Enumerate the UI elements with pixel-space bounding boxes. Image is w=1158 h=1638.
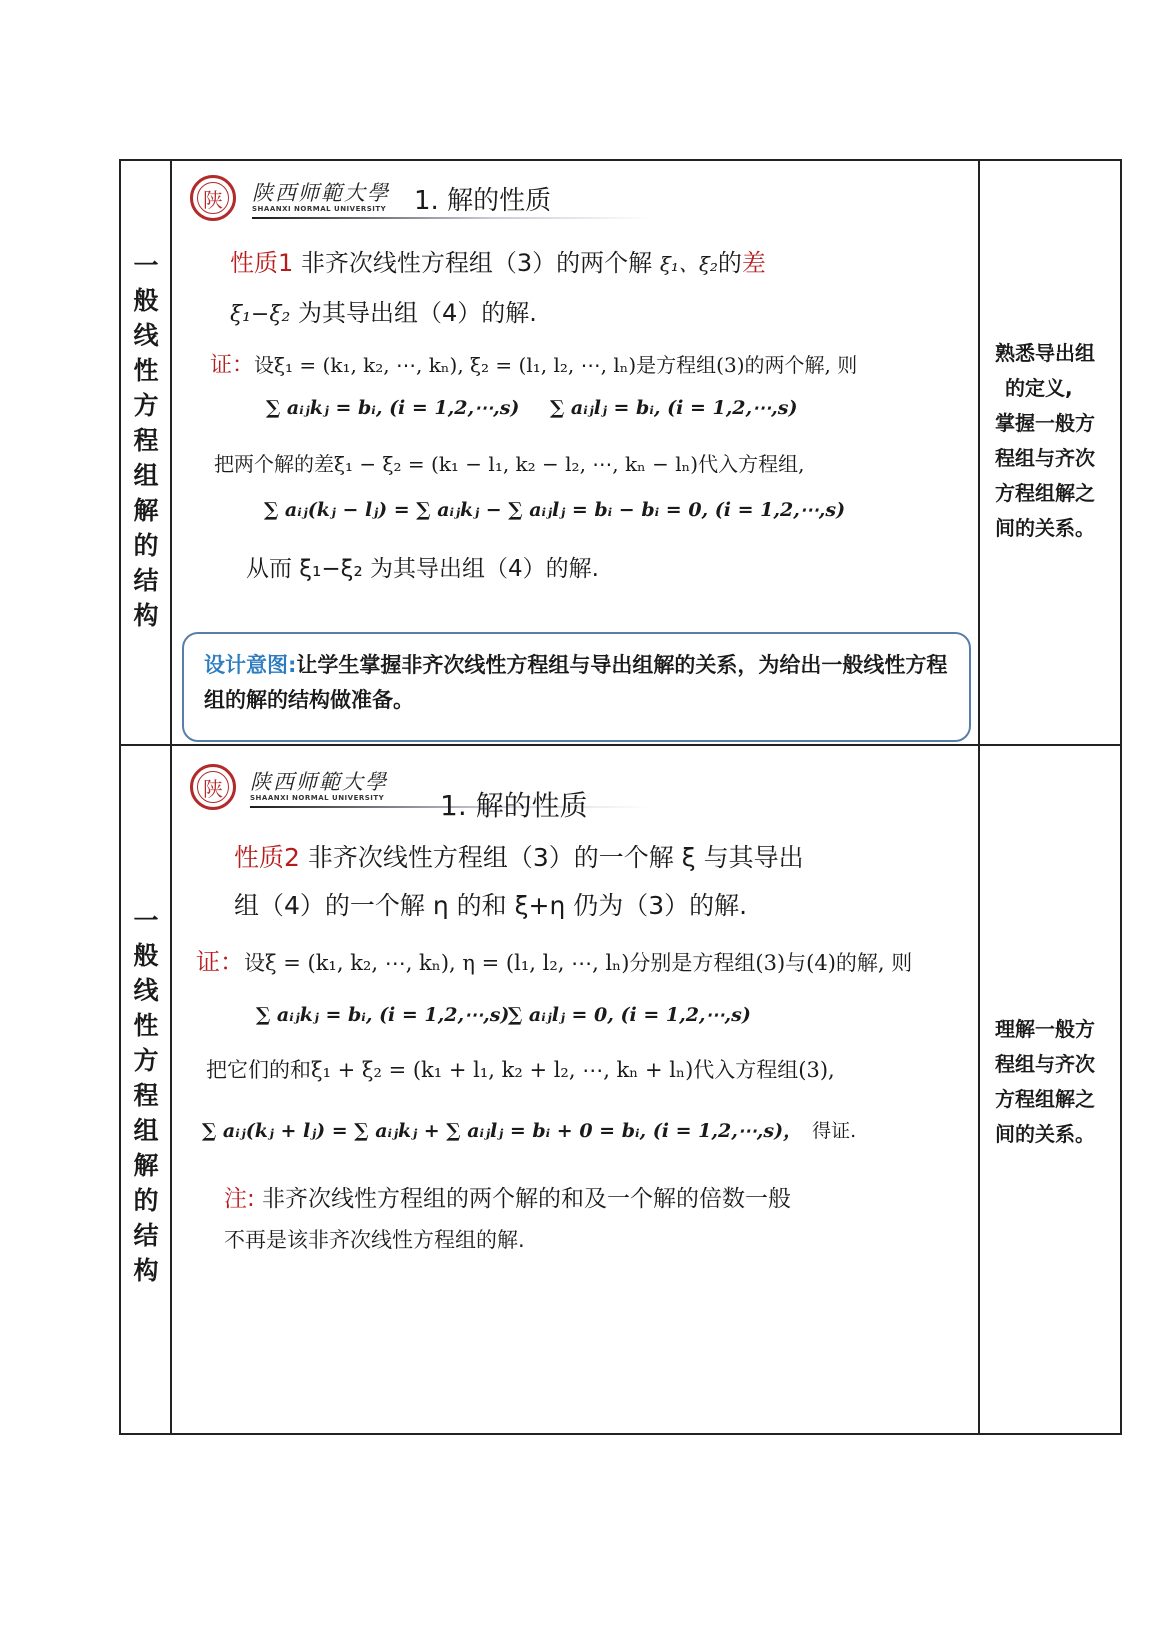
- property-text: 为其导出组（4）的解.: [290, 299, 537, 327]
- equation-1b: [550, 397, 797, 419]
- side-char: 组: [133, 460, 159, 490]
- note-line: 熟悉导出组: [995, 341, 1095, 365]
- university-name-en: SHAANXI NORMAL UNIVERSITY: [252, 205, 387, 213]
- side-char: 线: [133, 320, 159, 350]
- property-diff: 差: [741, 249, 766, 277]
- side-char: 解: [133, 1150, 159, 1180]
- equation-text: ∑ aᵢⱼ(kⱼ + lⱼ) = ∑ aᵢⱼkⱼ + ∑ aᵢⱼlⱼ = bᵢ + 0 = bᵢ, (i = 1,2,⋯,s)，: [202, 1120, 803, 1142]
- side-char: 的: [133, 1185, 159, 1215]
- property-text: 非齐次线性方程组（3）的一个解 ξ 与其导出: [299, 843, 804, 872]
- side-char: 程: [133, 1080, 159, 1110]
- proof-label: 证：: [196, 948, 244, 976]
- proof-line-3: [206, 1054, 835, 1084]
- note-statement-line2: [224, 1224, 525, 1254]
- side-char: 结: [133, 565, 159, 595]
- proof-text: 设ξ = (k₁, k₂, ⋯, kₙ), η = (l₁, l₂, ⋯, lₙ)分别是方程组(3)与(4)的解, 则: [244, 951, 913, 975]
- equation-suffix: 得证.: [812, 1120, 857, 1142]
- seal-char: 陕: [203, 187, 223, 212]
- section-title: 1. 解的性质: [414, 186, 552, 216]
- equation-text: ∑ aᵢⱼkⱼ = bᵢ, (i = 1,2,⋯,s): [266, 397, 520, 419]
- proof-conclusion: [246, 550, 599, 583]
- note-label: 注:: [224, 1186, 255, 1212]
- note-line: 间的关系。: [995, 1122, 1095, 1146]
- property-de: 的: [717, 249, 742, 277]
- side-char: 般: [133, 940, 159, 970]
- property-expression: ξ₁−ξ₂: [230, 302, 291, 327]
- note-statement: [224, 1180, 791, 1213]
- note-line: 理解一般方: [995, 1017, 1095, 1041]
- equation-1a: [266, 397, 519, 419]
- equation-2: [264, 499, 845, 521]
- property-statement-line2: [230, 293, 537, 328]
- equation-1a: [256, 1004, 509, 1026]
- proof-text: 把它们的和ξ₁ + ξ₂ = (k₁ + l₁, k₂ + l₂, ⋯, kₙ + lₙ)代入方程组(3),: [206, 1058, 835, 1082]
- university-name-en: SHAANXI NORMAL UNIVERSITY: [250, 794, 385, 802]
- side-char: 解: [133, 495, 159, 525]
- equation-text: ∑ aᵢⱼlⱼ = 0, (i = 1,2,⋯,s): [508, 1004, 751, 1026]
- equation-text: ∑ aᵢⱼ(kⱼ − lⱼ) = ∑ aᵢⱼkⱼ − ∑ aᵢⱼlⱼ = bᵢ − bᵢ = 0, (i = 1,2,⋯,s): [264, 499, 846, 521]
- conclusion-text: 从而 ξ₁−ξ₂ 为其导出组（4）的解.: [246, 556, 599, 582]
- design-label: 设计意图:: [204, 653, 297, 677]
- side-char: 性: [133, 355, 159, 385]
- side-char: 程: [133, 425, 159, 455]
- design-text: 让学生掌握非齐次线性方程组与导出组解的关系，为给出一般线性方程组的解的结构做准备。: [204, 653, 948, 712]
- side-char: 构: [133, 1255, 159, 1285]
- equation-text: ∑ aᵢⱼkⱼ = bᵢ, (i = 1,2,⋯,s): [256, 1004, 510, 1026]
- property-label: 性质1: [230, 249, 294, 277]
- note-line: 掌握一般方: [995, 411, 1095, 435]
- property-text: 非齐次线性方程组（3）的两个解: [293, 249, 660, 277]
- note-text: 不再是该非齐次线性方程组的解.: [224, 1228, 525, 1252]
- side-char: 组: [133, 1115, 159, 1145]
- proof-line-3: [214, 448, 804, 477]
- university-seal-icon: [190, 175, 236, 221]
- property-statement-line2: [234, 886, 747, 922]
- property-label: 性质2: [234, 843, 300, 872]
- side-char: 方: [133, 1045, 159, 1075]
- side-char: 的: [133, 530, 159, 560]
- proof-line-1: [196, 942, 912, 977]
- university-name-cn: 陕西师範大學: [252, 181, 390, 205]
- university-name-cn: 陕西师範大學: [250, 770, 388, 794]
- side-label-row2: [121, 905, 171, 1285]
- row-divider: [119, 744, 1122, 746]
- design-intent-box: [182, 632, 971, 742]
- side-char: 线: [133, 975, 159, 1005]
- proof-text: 把两个解的差ξ₁ − ξ₂ = (k₁ − l₁, k₂ − l₂, ⋯, kₙ − lₙ)代入方程组,: [214, 452, 805, 476]
- side-char: 构: [133, 600, 159, 630]
- note-line: 方程组解之: [995, 481, 1095, 505]
- proof-label: 证：: [210, 353, 255, 378]
- equation-2: [202, 1116, 856, 1143]
- note-line: 程组与齐次: [995, 1052, 1095, 1076]
- teaching-note-row1: [995, 336, 1120, 546]
- teaching-note-row2: [995, 1012, 1120, 1152]
- university-seal-icon: [190, 764, 236, 810]
- note-text: 非齐次线性方程组的两个解的和及一个解的倍数一般: [254, 1186, 792, 1212]
- note-line: 的定义,: [1005, 376, 1073, 400]
- proof-text: 设ξ₁ = (k₁, k₂, ⋯, kₙ), ξ₂ = (l₁, l₂, ⋯, lₙ)是方程组(3)的两个解, 则: [254, 353, 858, 377]
- section-title: 1. 解的性质: [440, 789, 588, 822]
- property-text: 组（4）的一个解 η 的和 ξ+η 仍为（3）的解.: [234, 891, 748, 920]
- side-label-row1: [121, 250, 171, 630]
- side-char: 结: [133, 1220, 159, 1250]
- side-char: 般: [133, 285, 159, 315]
- title-banner: [252, 217, 652, 219]
- proof-line-1: [210, 348, 857, 379]
- equation-text: ∑ aᵢⱼlⱼ = bᵢ, (i = 1,2,⋯,s): [550, 397, 798, 419]
- slide-property-2: [178, 754, 988, 1314]
- side-char: 一: [133, 905, 159, 935]
- note-line: 方程组解之: [995, 1087, 1095, 1111]
- side-char: 方: [133, 390, 159, 420]
- side-char: 性: [133, 1010, 159, 1040]
- property-statement: [234, 838, 804, 874]
- note-line: 间的关系。: [995, 516, 1095, 540]
- seal-char: 陕: [203, 776, 223, 801]
- note-line: 程组与齐次: [995, 446, 1095, 470]
- equation-1b: [508, 1004, 751, 1026]
- property-statement: [230, 243, 766, 278]
- side-char: 一: [133, 250, 159, 280]
- property-variables: ξ₁、ξ₂: [659, 252, 718, 276]
